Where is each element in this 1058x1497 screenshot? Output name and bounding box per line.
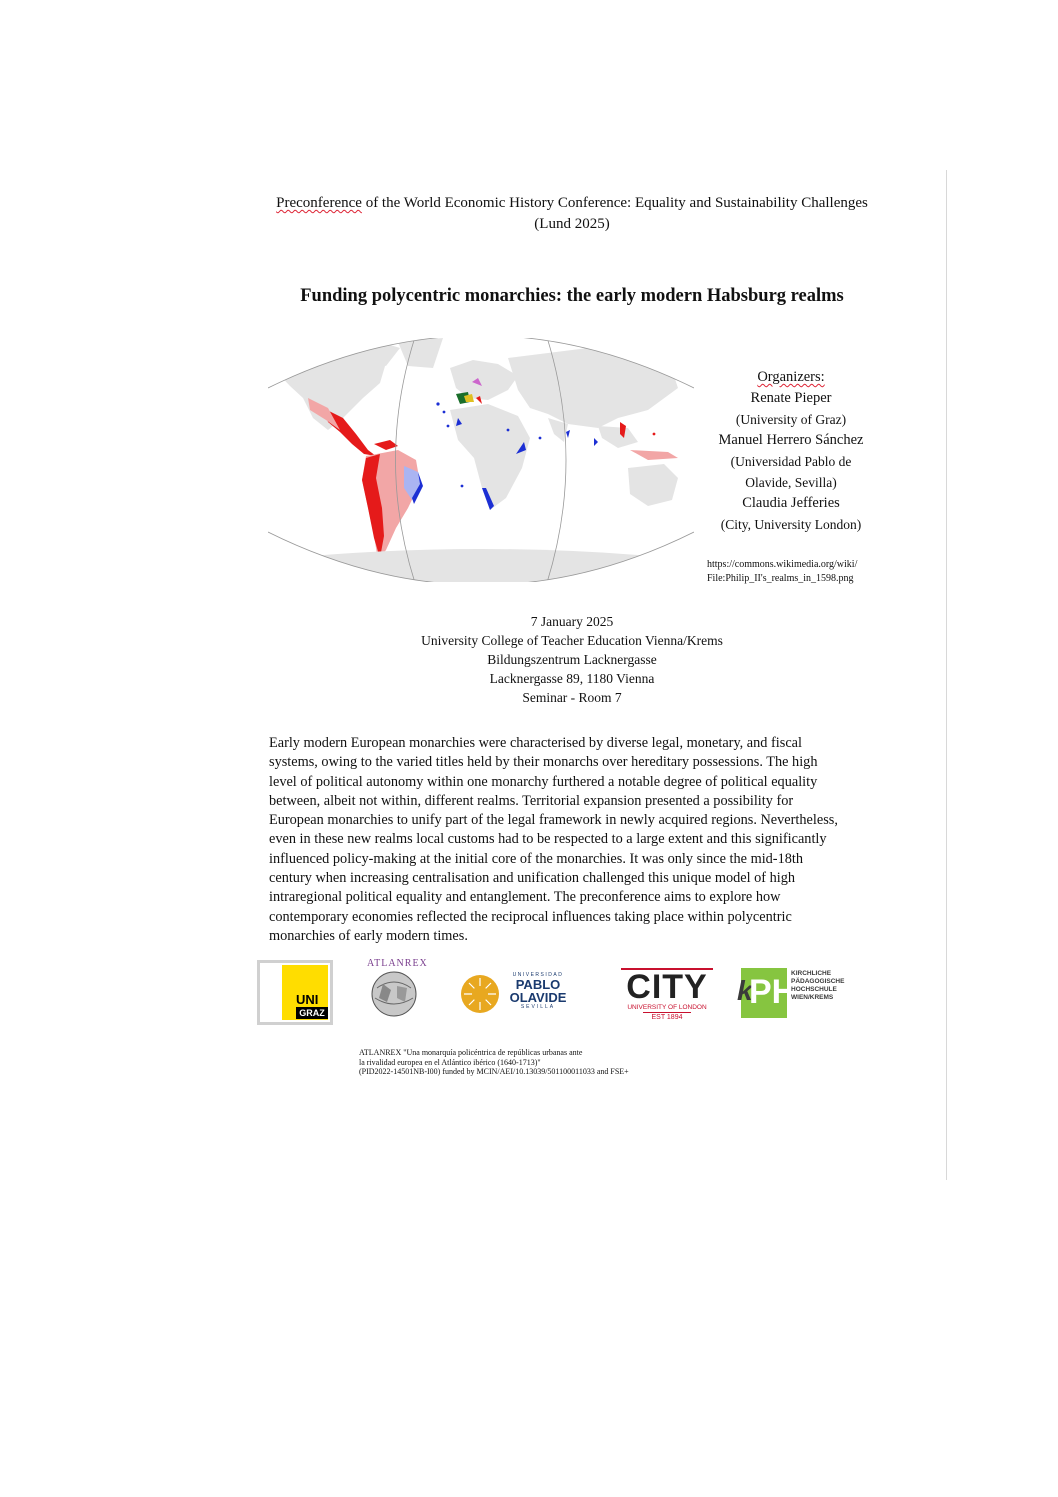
organizers-heading: Organizers: xyxy=(757,369,825,385)
event-date: 7 January 2025 xyxy=(530,614,614,629)
event-room: Seminar - Room 7 xyxy=(522,690,622,705)
funding-acknowledgement: ATLANREX "Una monarquía policéntrica de repúblicas urbanas ante la rivalidad europea en el Atlántico ibérico (1640-1713)" (PID2022-14501NB-I00) funded by MCIN/AEI/10.13039/501100011033 and FSE+ xyxy=(359,1048,629,1076)
preconference-word: Preconference xyxy=(276,195,362,211)
event-address: Lacknergasse 89, 1180 Vienna xyxy=(489,671,655,686)
preconference-heading xyxy=(262,193,882,235)
organizer-name: Manuel Herrero Sánchez xyxy=(718,432,864,448)
city-logo: CITY UNIVERSITY OF LONDON EST 1894 xyxy=(621,968,713,1023)
abstract-paragraph: Early modern European monarchies were characterised by diverse legal, monetary, and fiscal systems, owing to the varied titles held by their monarchs over hereditary possessions. The high level of political autonomy within one monarchy furthered a notable degree of political equality between, albeit not within, different realms. Territorial expansion presented a possibility for European monarchies to unify part of the legal framework in newly acquired regions. Nevertheless, even in these new realms local customs had to be respected to a large extent and this significantly influenced policy-making at the initial core of the monarchies. It was only since the mid-18th century when increasing centralisation and unification challenged this unique model of high intraregional political equality and entanglement. The preconference aims to explore how contemporary economies reflected the reciprocal influences taking place within polycentric monarchies of early modern times. xyxy=(269,735,838,944)
organizer-affiliation: Olavide, Sevilla) xyxy=(745,475,837,490)
event-venue: University College of Teacher Education Vienna/Krems xyxy=(421,633,723,648)
image-source-link[interactable]: https://commons.wikimedia.org/wiki/ File:Philip_II's_realms_in_1598.png xyxy=(707,559,858,584)
preconference-rest: of the World Economic History Conference: Equality and Sustainability Challenges xyxy=(361,195,868,211)
world-map-image xyxy=(268,338,694,582)
organizer-affiliation: (City, University London) xyxy=(720,517,862,532)
page-title: Funding polycentric monarchies: the early modern Habsburg realms xyxy=(300,286,844,306)
organizer-name: Renate Pieper xyxy=(750,390,832,406)
organizer-name: Claudia Jefferies xyxy=(742,495,840,511)
organizers-block xyxy=(710,367,872,535)
kph-k-mark: k xyxy=(737,975,753,1006)
kph-logo: k PH KIRCHLICHE PÄDAGOGISCHE HOCHSCHULE WIEN/KREMS xyxy=(735,968,859,1018)
partner-logos xyxy=(255,958,855,1024)
page-margin-rule xyxy=(946,170,947,1180)
event-details xyxy=(372,612,772,707)
event-venue-building: Bildungszentrum Lacknergasse xyxy=(487,652,657,667)
organizer-affiliation: (University of Graz) xyxy=(735,412,847,427)
atlanrex-logo-text: ATLANREX xyxy=(367,958,428,969)
unigraz-logo: UNI GRAZ xyxy=(257,960,333,1025)
upo-sun-icon xyxy=(460,974,500,1014)
preconference-line2: (Lund 2025) xyxy=(534,216,610,232)
organizer-affiliation: (Universidad Pablo de xyxy=(730,454,852,469)
upo-logo: UNIVERSIDAD PABLO OLAVIDE SEVILLA xyxy=(509,972,567,1010)
